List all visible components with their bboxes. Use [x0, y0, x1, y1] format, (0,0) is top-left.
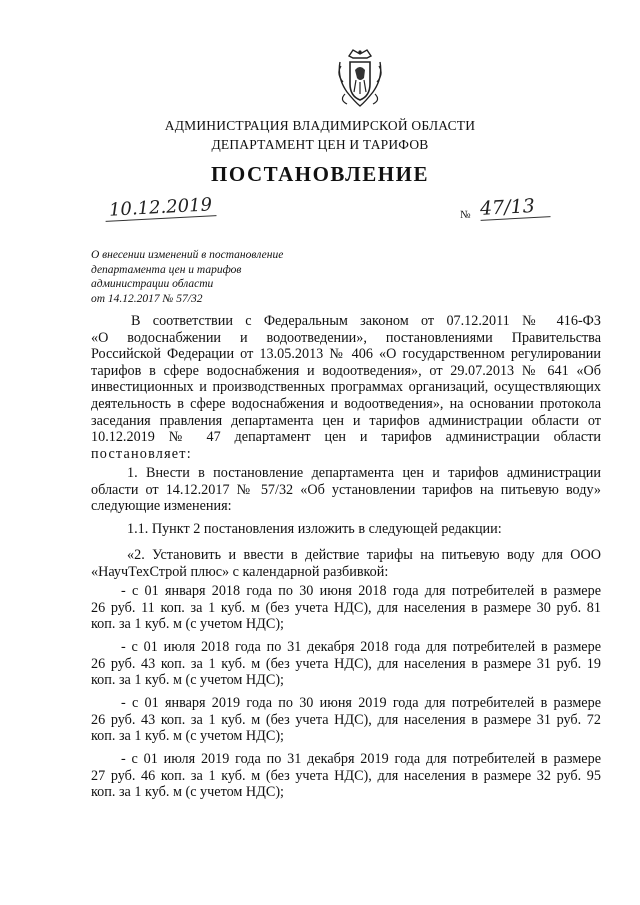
- paragraph-line: Российской Федерации от 13.05.2013 № 406 «О государственном регулировании: [91, 346, 601, 363]
- tariff-period-paragraph: [91, 639, 601, 689]
- paragraph-line: - с 01 января 2018 года по 30 июня 2018 года для потребителей в размере: [121, 583, 601, 599]
- paragraph-line: 1.1. Пункт 2 постановления изложить в следующей редакции:: [127, 521, 502, 537]
- paragraph-line: коп. за 1 куб. м (с учетом НДС);: [91, 672, 284, 689]
- paragraph-line: 26 руб. 43 коп. за 1 куб. м (без учета НДС), для населения в размере 31 руб. 19: [91, 655, 601, 672]
- organization-name: АДМИНИСТРАЦИЯ ВЛАДИМИРСКОЙ ОБЛАСТИ: [164, 118, 476, 133]
- paragraph-line: постановляет:: [91, 445, 192, 462]
- paragraph-line: «2. Установить и ввести в действие тарифы на питьевую воду для ООО: [127, 547, 601, 563]
- tariff-period-paragraph: [91, 695, 601, 745]
- paragraph-line: «НаучТехСтрой плюс» с календарной разбивкой:: [91, 563, 389, 580]
- document-subject: [91, 248, 321, 306]
- document-date: 10.12.2019: [105, 194, 217, 222]
- paragraph-line: заседания правления департамента цен и тарифов администрации области от: [91, 412, 601, 429]
- item-2-paragraph: [91, 547, 601, 580]
- paragraph-line: коп. за 1 куб. м (с учетом НДС);: [91, 784, 284, 801]
- paragraph-line: «О водоснабжении и водоотведении», постановлениями Правительства: [91, 329, 601, 346]
- paragraph-line: тарифов в сфере водоснабжения и водоотведения», от 29.07.2013 № 641 «Об: [91, 362, 601, 379]
- paragraph-line: области от 14.12.2017 № 57/32 «Об установлении тарифов на питьевую воду»: [91, 481, 601, 498]
- subject-line: от 14.12.2017 № 57/32: [91, 292, 203, 305]
- number-label: №: [460, 209, 471, 221]
- tariff-period-paragraph: [91, 751, 601, 801]
- paragraph-line: - с 01 января 2019 года по 30 июня 2019 года для потребителей в размере: [121, 695, 601, 711]
- preamble-paragraph: [91, 313, 601, 462]
- document-type-title: ПОСТАНОВЛЕНИЕ: [211, 162, 429, 186]
- item-1-1-paragraph: [91, 521, 601, 538]
- subject-line: О внесении изменений в постановление: [91, 249, 284, 261]
- paragraph-line: коп. за 1 куб. м (с учетом НДС);: [91, 616, 284, 633]
- paragraph-line: 26 руб. 43 коп. за 1 куб. м (без учета НДС), для населения в размере 31 руб. 72: [91, 711, 601, 728]
- subject-line: администрации области: [91, 278, 214, 290]
- item-1-paragraph: [91, 465, 601, 515]
- tariff-period-paragraph: [91, 583, 601, 633]
- subject-line: департамента цен и тарифов: [91, 263, 242, 276]
- coat-of-arms-icon: [335, 48, 385, 110]
- document-number: 47/13: [479, 194, 550, 221]
- paragraph-line: 27 руб. 46 коп. за 1 куб. м (без учета НДС), для населения в размере 32 руб. 95: [91, 767, 601, 784]
- department-name: ДЕПАРТАМЕНТ ЦЕН И ТАРИФОВ: [211, 137, 429, 152]
- paragraph-line: - с 01 июля 2018 года по 31 декабря 2018 года для потребителей в размере: [121, 639, 601, 655]
- paragraph-line: В соответствии с Федеральным законом от 07.12.2011 № 416-ФЗ: [131, 313, 601, 329]
- paragraph-line: инвестиционных и производственных программах организаций, осуществляющих: [91, 379, 601, 396]
- paragraph-line: - с 01 июля 2019 года по 31 декабря 2019 года для потребителей в размере: [121, 751, 601, 767]
- paragraph-line: следующие изменения:: [91, 498, 232, 515]
- paragraph-line: 1. Внести в постановление департамента цен и тарифов администрации: [127, 465, 601, 481]
- paragraph-line: 10.12.2019 № 47 департамент цен и тарифов администрации области: [91, 429, 601, 446]
- paragraph-line: 26 руб. 11 коп. за 1 куб. м (без учета НДС), для населения в размере 30 руб. 81: [91, 599, 601, 616]
- paragraph-line: деятельность в сфере водоснабжения и водоотведения», на основании протокола: [91, 395, 601, 412]
- paragraph-line: коп. за 1 куб. м (с учетом НДС);: [91, 728, 284, 745]
